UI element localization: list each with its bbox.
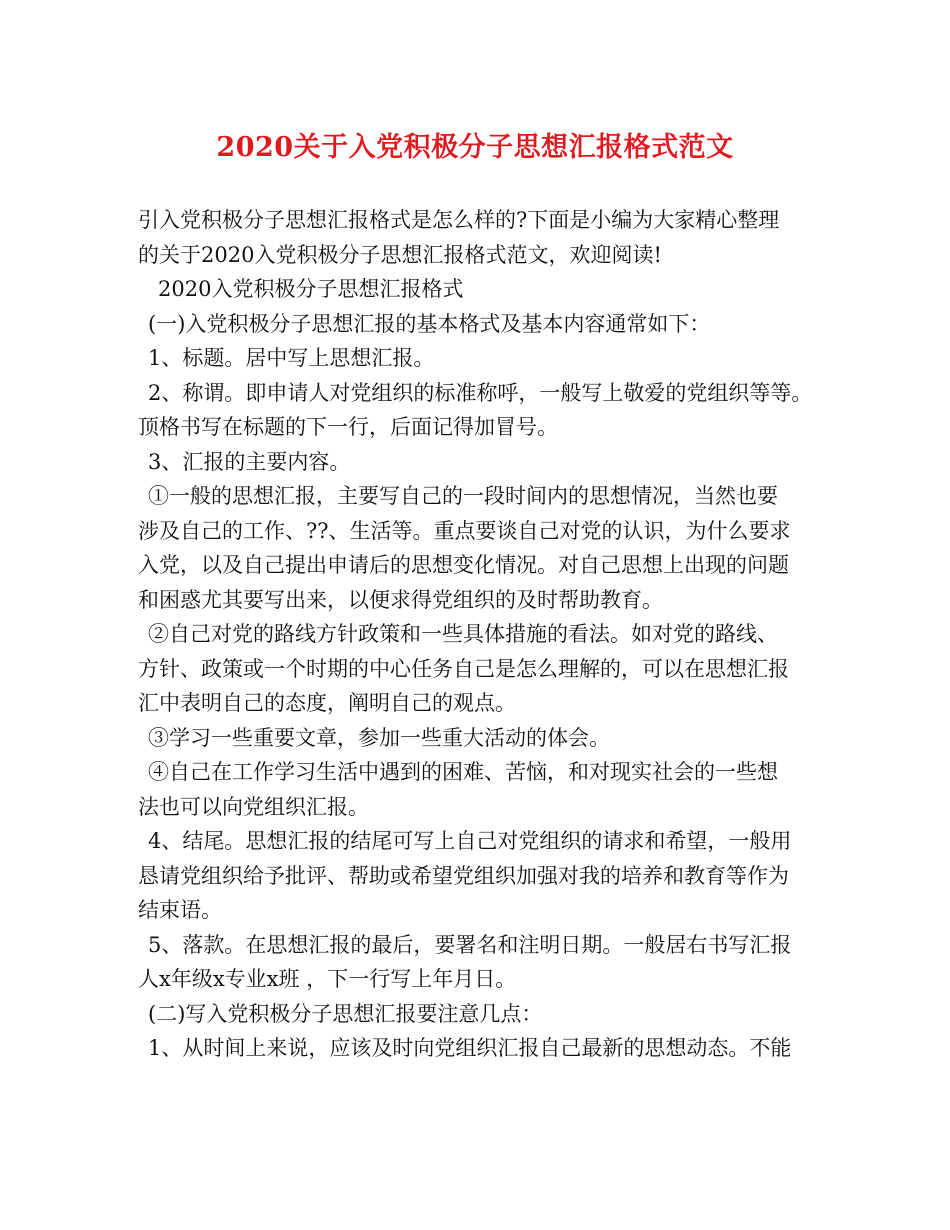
list-item: 3、汇报的主要内容。	[148, 449, 351, 474]
paragraph-line: 汇中表明自己的态度，阐明自己的观点。	[138, 691, 516, 715]
list-item: ②自己对党的路线方针政策和一些具体措施的看法。如对党的路线、	[148, 622, 778, 646]
list-item: 4、结尾。思想汇报的结尾可写上自己对党组织的请求和希望，一般用	[148, 829, 792, 853]
list-item: ③学习一些重要文章，参加一些重大活动的体会。	[148, 725, 610, 750]
list-item: ①一般的思想汇报，主要写自己的一段时间内的思想情况，当然也要	[148, 484, 778, 508]
paragraph-line: 结束语。	[138, 898, 222, 922]
subsection-heading: (二)写入党积极分子思想汇报要注意几点：	[148, 1001, 543, 1026]
paragraph-line: 的关于2020入党积极分子思想汇报格式范文，欢迎阅读!	[138, 242, 662, 267]
list-item: 5、落款。在思想汇报的最后，要署名和注明日期。一般居右书写汇报	[148, 932, 792, 957]
paragraph-line: 方针、政策或一个时期的中心任务自己是怎么理解的，可以在思想汇报	[138, 656, 789, 681]
subsection-heading: (一)入党积极分子思想汇报的基本格式及基本内容通常如下：	[148, 311, 711, 336]
paragraph-line: 顶格书写在标题的下一行，后面记得加冒号。	[138, 415, 558, 439]
document-title: 2020关于入党积极分子思想汇报格式范文	[216, 132, 734, 163]
document-body	[138, 203, 828, 1066]
paragraph-line: 引入党积极分子思想汇报格式是怎么样的?下面是小编为大家精心整理	[138, 208, 780, 232]
list-item: 1、从时间上来说，应该及时向党组织汇报自己最新的思想动态。不能	[148, 1036, 792, 1060]
paragraph-line: 涉及自己的工作、??、生活等。重点要谈自己对党的认识，为什么要求	[138, 518, 791, 543]
paragraph-line: 入党，以及自己提出申请后的思想变化情况。对自己思想上出现的问题	[138, 553, 789, 577]
list-item: 1、标题。居中写上思想汇报。	[148, 346, 435, 370]
list-item: 2、称谓。即申请人对党组织的标准称呼，一般写上敬爱的党组织等等。	[148, 380, 813, 405]
paragraph-line: 恳请党组织给予批评、帮助或希望党组织加强对我的培养和教育等作为	[138, 863, 789, 888]
paragraph-line: 人x年级x专业x班 ，下一行写上年月日。	[138, 967, 517, 991]
section-heading: 2020入党积极分子思想汇报格式	[158, 277, 464, 301]
paragraph-line: 法也可以向党组织汇报。	[138, 794, 369, 819]
paragraph-line: 和困惑尤其要写出来，以便求得党组织的及时帮助教育。	[138, 587, 663, 612]
list-item: ④自己在工作学习生活中遇到的困难、苦恼，和对现实社会的一些想	[148, 760, 778, 784]
